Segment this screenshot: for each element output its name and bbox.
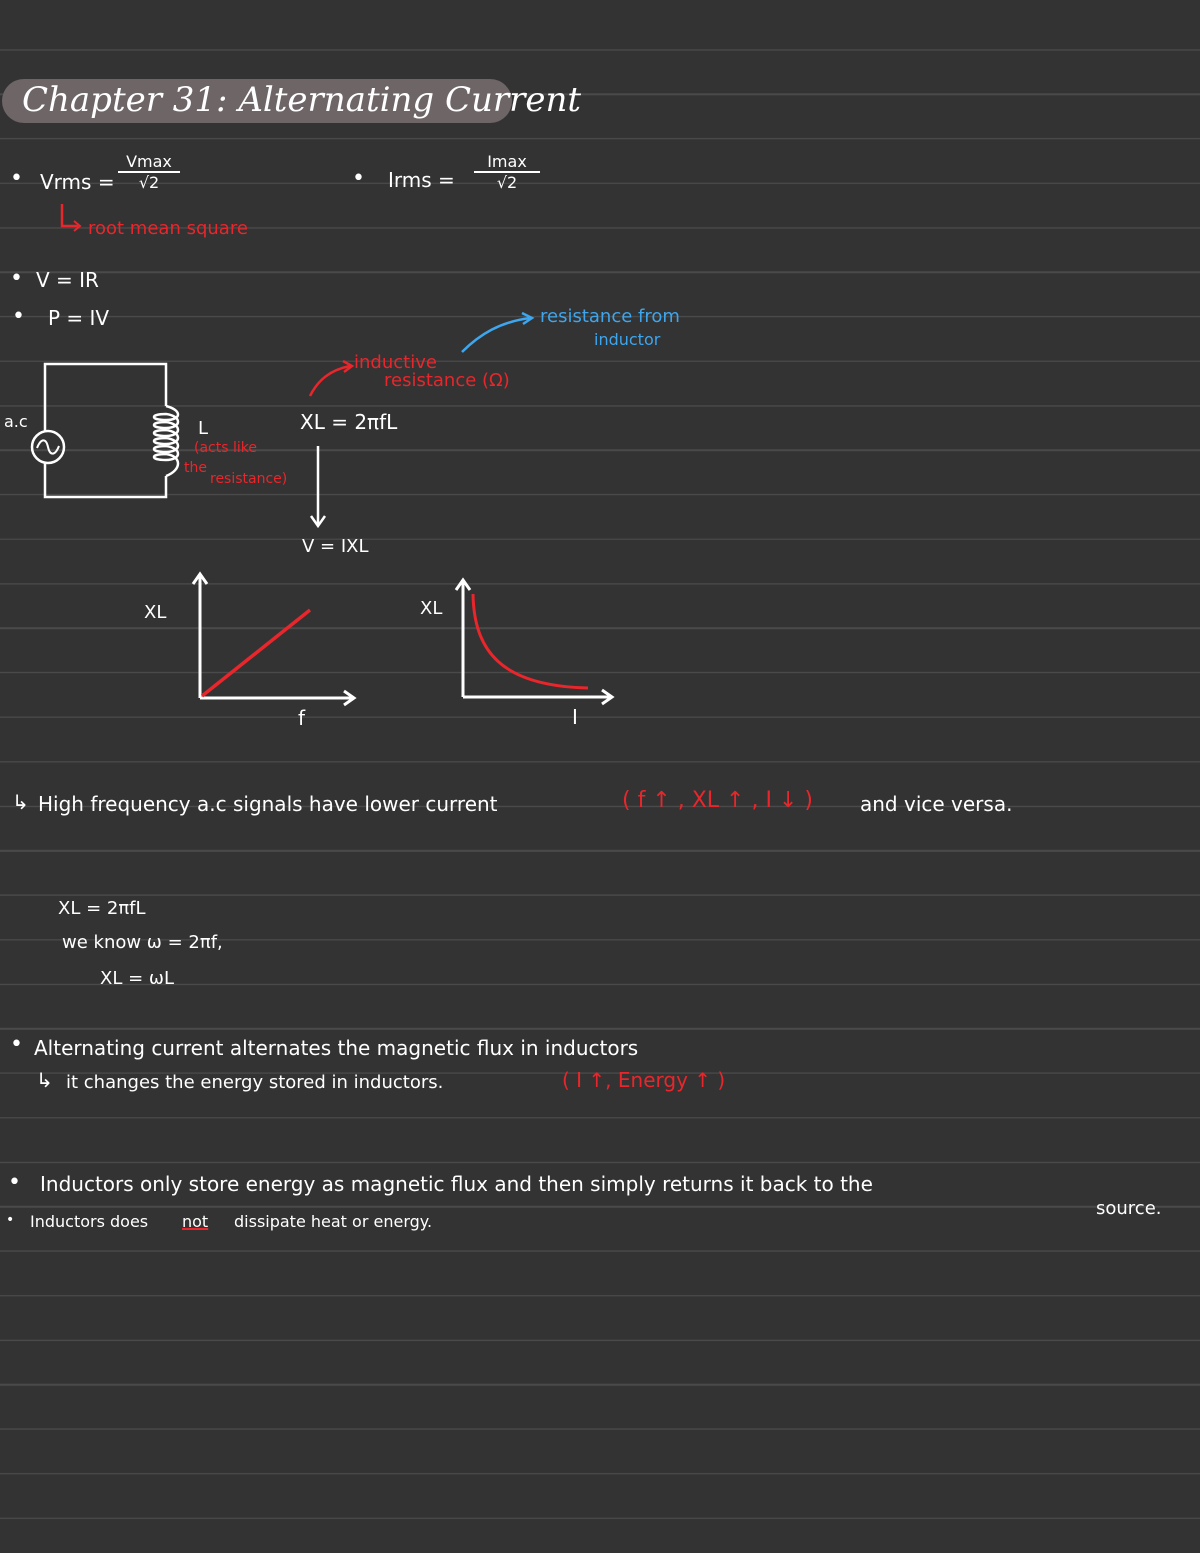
vrms-numerator: Vmax	[118, 152, 180, 173]
irms-numerator: Imax	[474, 152, 540, 173]
page-title: Chapter 31: Alternating Current	[22, 80, 582, 120]
statement-red: ( f ↑ , XL ↑ , I ↓ )	[622, 788, 813, 813]
bullet-dot: •	[10, 166, 23, 191]
bullet-dot: •	[8, 1170, 21, 1195]
store-line-2b: dissipate heat or energy.	[234, 1212, 433, 1231]
blue-note-arrow	[462, 313, 532, 352]
graph-xl-vs-i	[456, 580, 612, 704]
flux-line-2-red: ( I ↑, Energy ↑ )	[562, 1068, 726, 1092]
power-law: P = IV	[48, 306, 110, 330]
flux-line-2: it changes the energy stored in inductors.	[66, 1072, 444, 1093]
blue-note-2: inductor	[594, 330, 661, 349]
derived-formula: V = IXL	[302, 536, 369, 557]
irms-label: Irms =	[388, 168, 455, 192]
omega-line-1: XL = 2πfL	[58, 898, 146, 919]
bullet-dot: •	[10, 1032, 23, 1057]
ac-label: a.c	[4, 412, 28, 431]
derive-down-arrow	[311, 446, 325, 526]
reactance-formula: XL = 2πfL	[300, 410, 398, 434]
omega-line-2: we know ω = 2πf,	[62, 932, 223, 953]
inductor-note-1: (acts like	[194, 440, 257, 456]
graph2-x-label: I	[572, 705, 578, 729]
inductor-coil-icon	[154, 406, 178, 476]
graph-line-linear	[202, 610, 310, 696]
inductive-note-1: inductive	[354, 352, 437, 373]
irms-denominator: √2	[496, 173, 518, 192]
inductor-note-3: resistance)	[210, 471, 288, 487]
store-line-1: Inductors only store energy as magnetic flux and then simply returns it back to the	[40, 1172, 873, 1196]
inductive-note-2: resistance (Ω)	[384, 370, 510, 391]
flux-line-1: Alternating current alternates the magnetic flux in inductors	[34, 1036, 639, 1060]
inductive-note-arrow	[310, 361, 352, 396]
graph-curve-inverse	[473, 594, 588, 688]
vrms-label: Vrms =	[40, 170, 115, 194]
ac-circuit	[32, 364, 178, 497]
store-line-1-end: source.	[1096, 1198, 1162, 1219]
inductor-note-2: the	[184, 460, 207, 476]
vrms-denominator: √2	[138, 173, 160, 192]
graph1-x-label: f	[298, 706, 306, 730]
vrms-hook-arrow	[62, 204, 80, 231]
statement-text: High frequency a.c signals have lower current	[38, 792, 498, 816]
inductor-label: L	[198, 418, 209, 439]
ohm-law: V = IR	[36, 268, 99, 292]
blue-note-1: resistance from	[540, 306, 680, 327]
bullet-dot: •	[10, 266, 23, 291]
bullet-dot: •	[6, 1212, 15, 1228]
store-line-2a: Inductors does	[30, 1212, 149, 1231]
bullet-dot: •	[12, 304, 25, 329]
graph-xl-vs-f	[193, 574, 354, 705]
vrms-note: root mean square	[88, 218, 248, 239]
omega-line-3: XL = ωL	[100, 968, 174, 989]
flux-arrow: ↳	[36, 1068, 53, 1092]
graph2-y-label: XL	[420, 598, 443, 619]
bullet-dot: •	[352, 166, 365, 191]
graph1-y-label: XL	[144, 602, 167, 623]
statement-tail: and vice versa.	[860, 792, 1013, 816]
statement-arrow: ↳	[12, 790, 29, 814]
store-line-2-not: not	[182, 1212, 209, 1231]
